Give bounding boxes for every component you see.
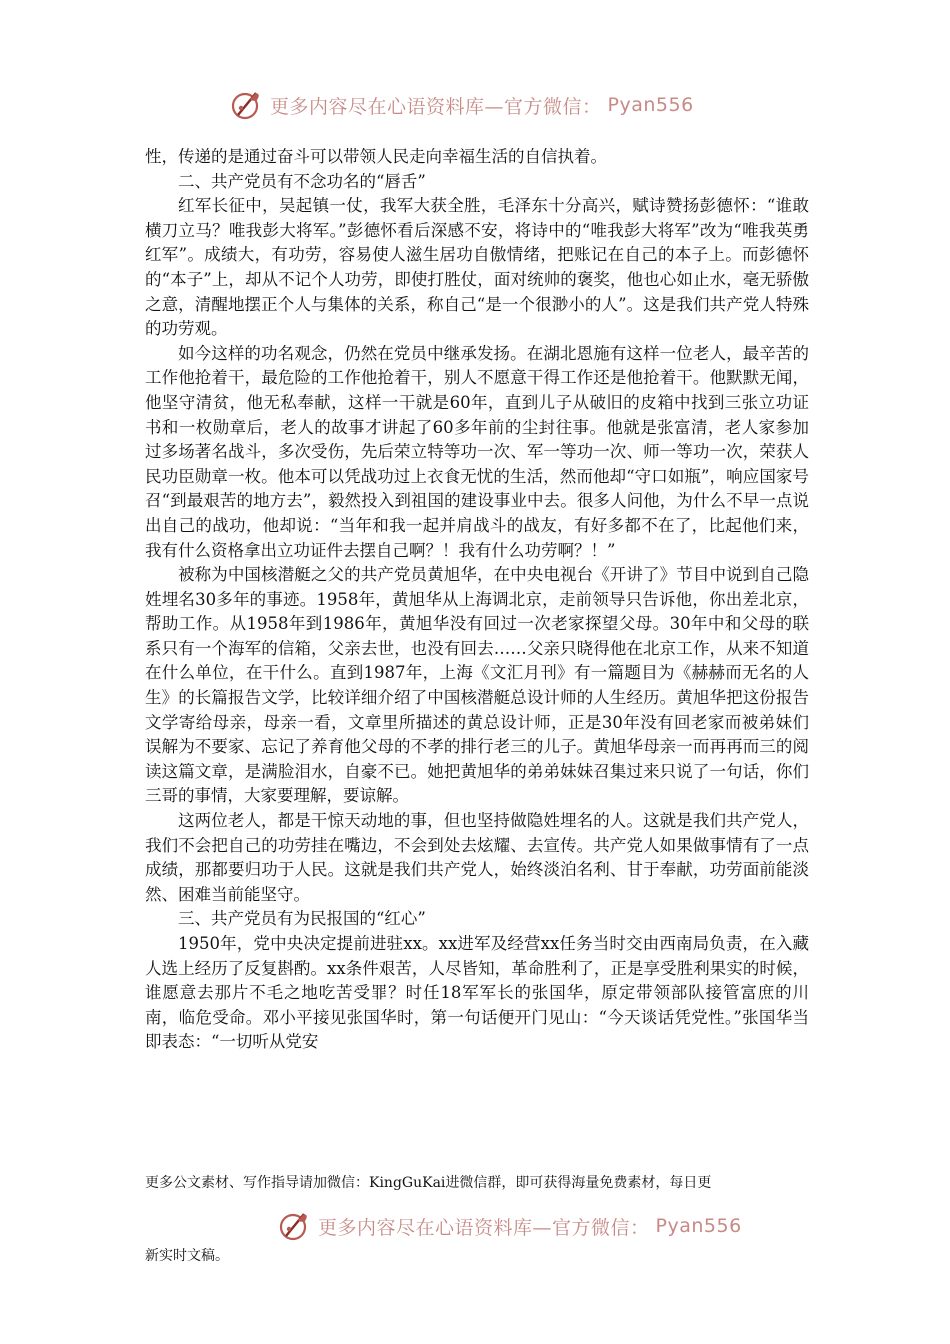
footer-tail: 新实时文稿。 bbox=[145, 1248, 229, 1264]
paragraph: 二、共产党员有不念功名的“唇舌” bbox=[178, 171, 426, 191]
watermark-banner-bottom bbox=[278, 1209, 742, 1243]
footer-note: 更多公文素材、写作指导请加微信：KingGuKai进微信群，即可获得海量免费素材，每日更 bbox=[145, 1175, 712, 1191]
paragraph: 这两位老人，都是干惊天动地的事，但也坚持做隐姓埋名的人。这就是我们共产党人，我们不会把自己的功劳挂在嘴边，不会到处去炫耀、去宣传。共产党人如果做事情有了一点成绩，那都要归功于人民。这就是我们共产党人，始终淡泊名利、甘于奉献，功劳面前能淡然、困难当前能坚守。 bbox=[145, 811, 809, 904]
paragraph: 如今这样的功名观念，仍然在党员中继承发扬。在湖北恩施有这样一位老人，最辛苦的工作他抢着干，最危险的工作他抢着干，别人不愿意干得工作还是他抢着干。他默默无闻，他坚守清贫，他无私奉献，这样一干就是60年，直到儿子从破旧的皮箱中找到三张立功证书和一枚勋章后，老人的故事才讲起了60多年前的尘封往事。他就是张富清，老人家参加过多场著名战斗，多次受伤，先后荣立特等功一次、军一等功一次、师一等功一次，荣获人民功臣勋章一枚。他本可以凭战功过上衣食无忧的生活，然而他却“守口如瓶”，响应国家号召“到最艰苦的地方去”，毅然投入到祖国的建设事业中去。很多人问他，为什么不早一点说出自己的战功，他却说：“当年和我一起并肩战斗的战友，有好多都不在了，比起他们来，我有什么资格拿出立功证件去摆自己啊？！我有什么功劳啊？！” bbox=[145, 343, 809, 560]
quill-logo-icon bbox=[278, 1209, 312, 1243]
banner-wechat-id: Pyan556 bbox=[607, 94, 694, 116]
paragraph: 1950年，党中央决定提前进驻xx。xx进军及经营xx任务当时交由西南局负责，在入藏人选上经历了反复斟酌。xx条件艰苦，人尽皆知，革命胜利了，正是享受胜利果实的时候，谁愿意去那片不毛之地吃苦受罪？时任18军军长的张国华，原定带领部队接管富庶的川南，临危受命。邓小平接见张国华时，第一句话便开门见山：“今天谈话凭党性。”张国华当即表态：“一切听从党安 bbox=[145, 934, 809, 1052]
paragraph: 红军长征中，吴起镇一仗，我军大获全胜，毛泽东十分高兴，赋诗赞扬彭德怀：“谁敢横刀立马？唯我彭大将军。”彭德怀看后深感不安，将诗中的“唯我彭大将军”改为“唯我英勇红军”。成绩大，有功劳，容易使人滋生居功自傲情绪，把账记在自己的本子上。而彭德怀的“本子”上，却从不记个人功劳，即使打胜仗，面对统帅的褒奖，他也心如止水，毫无骄傲之意，清醒地摆正个人与集体的关系，称自己“是一个很渺小的人”。这是我们共产党人特殊的功劳观。 bbox=[145, 196, 809, 339]
document-body bbox=[145, 145, 809, 1055]
watermark-banner-top bbox=[230, 88, 694, 122]
paragraph: 三、共产党员有为民报国的“红心” bbox=[178, 909, 426, 929]
banner-text: 更多内容尽在心语资料库—官方微信： bbox=[270, 95, 602, 118]
banner-wechat-id: Pyan556 bbox=[655, 1215, 742, 1237]
paragraph: 性，传递的是通过奋斗可以带领人民走向幸福生活的自信执着。 bbox=[145, 147, 607, 166]
banner-text: 更多内容尽在心语资料库—官方微信： bbox=[318, 1216, 650, 1239]
paragraph: 被称为中国核潜艇之父的共产党员黄旭华，在中央电视台《开讲了》节目中说到自己隐姓埋名30多年的事迹。1958年，黄旭华从上海调北京，走前领导只告诉他，你出差北京，帮助工作。从1958年到1986年，黄旭华没有回过一次老家探望父母。30年中和父母的联系只有一个海军的信箱，父亲去世，也没有回去……父亲只晓得他在北京工作，从来不知道在什么单位，在干什么。直到1987年，上海《文汇月刊》有一篇题目为《赫赫而无名的人生》的长篇报告文学，比较详细介绍了中国核潜艇总设计师的人生经历。黄旭华把这份报告文学寄给母亲，母亲一看，文章里所描述的黄总设计师，正是30年没有回老家而被弟妹们误解为不要家、忘记了养育他父母的不孝的排行老三的儿子。黄旭华母亲一而再再而三的阅读这篇文章，是满脸泪水，自豪不已。她把黄旭华的弟弟妹妹召集过来只说了一句话，你们三哥的事情，大家要理解，要谅解。 bbox=[145, 565, 809, 806]
quill-logo-icon bbox=[230, 88, 264, 122]
